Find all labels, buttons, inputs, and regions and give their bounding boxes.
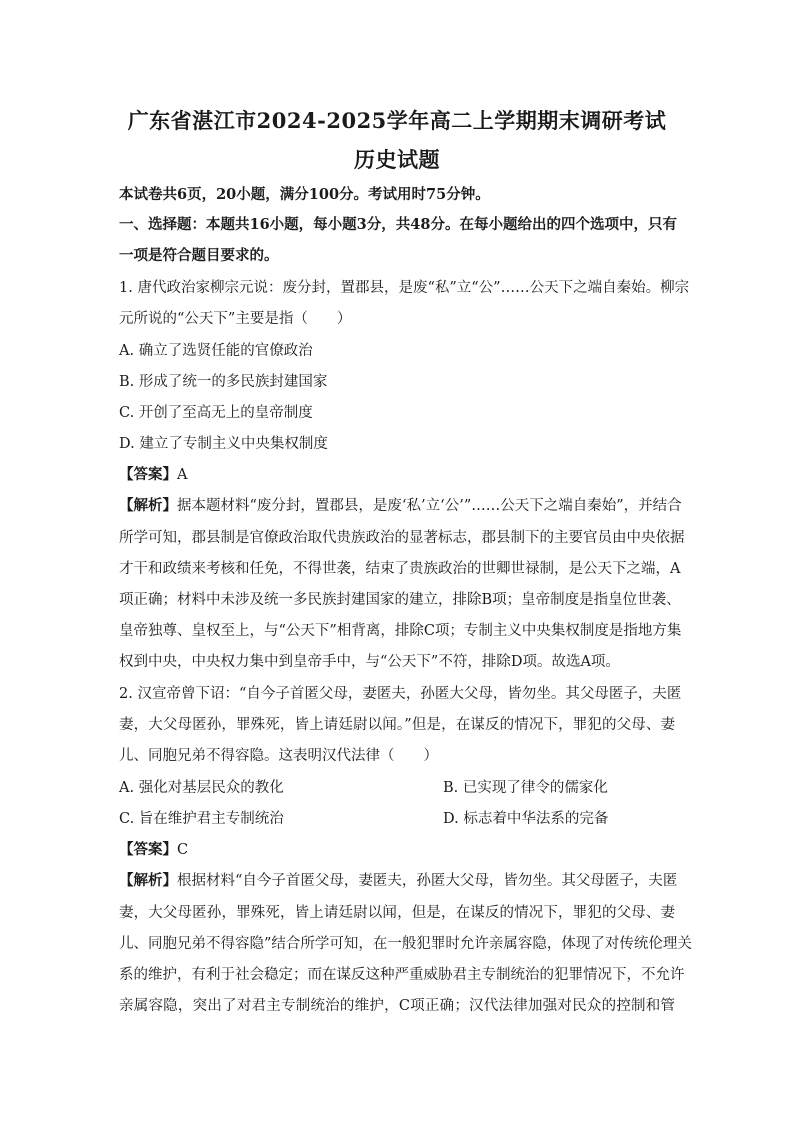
q2-analysis-line3: 儿、同胞兄弟不得容隐”结合所学可知，在一般犯罪时允许亲属容隐，体现了对传统伦理关 — [119, 936, 692, 952]
answer-label: 【答案】 — [119, 466, 177, 483]
q2-analysis-line1 — [119, 871, 678, 891]
q1-analysis-line1 — [119, 496, 682, 516]
q1-option-a: A. 确立了选贤任能的官僚政治 — [119, 343, 313, 359]
q2-stem-line1: 2. 汉宣帝曾下诏：“自今子首匿父母，妻匿夫，孙匿大父母，皆勿坐。其父母匿子，夫匿 — [119, 686, 682, 702]
answer-value: C — [177, 842, 189, 858]
q1-analysis-line5: 皇帝独尊、皇权至上，与“公天下”相背离，排除C项；专制主义中央集权制度是指地方集 — [119, 623, 682, 639]
q1-stem-line1: 1. 唐代政治家柳宗元说：废分封，置郡县，是废“私”立“公”……公天下之端自秦始。柳宗 — [119, 280, 690, 296]
q2-answer — [119, 840, 188, 860]
q1-option-c: C. 开创了至高无上的皇帝制度 — [119, 405, 313, 421]
q1-analysis-line6: 权到中央，中央权力集中到皇帝手中，与“公天下”不符，排除D项。故选A项。 — [119, 654, 620, 670]
analysis-text: 据本题材料“废分封，置郡县，是废‘私’立‘公’”……公天下之端自秦始”，并结合 — [177, 498, 682, 514]
q2-analysis-line4: 系的维护，有利于社会稳定；而在谋反这种严重威胁君主专制统治的犯罪情况下，不允许 — [119, 967, 685, 983]
q2-option-d: D. 标志着中华法系的完备 — [443, 811, 609, 827]
q2-analysis-line2: 妻，大父母匿孙，罪殊死，皆上请廷尉以闻，但是，在谋反的情况下，罪犯的父母、妻 — [119, 905, 675, 921]
q1-analysis-line2: 所学可知，郡县制是官僚政治取代贵族政治的显著标志，郡县制下的主要官员由中央依据 — [119, 530, 685, 546]
answer-label: 【答案】 — [119, 841, 177, 858]
q1-option-b: B. 形成了统一的多民族封建国家 — [119, 374, 328, 390]
q1-option-d: D. 建立了专制主义中央集权制度 — [119, 436, 328, 452]
q1-analysis-line3: 才干和政绩来考核和任免，不得世袭，结束了贵族政治的世卿世禄制，是公天下之端，A — [119, 561, 681, 577]
analysis-label: 【解析】 — [119, 497, 177, 514]
exam-intro: 本试卷共6页，20小题，满分100分。考试用时75分钟。 — [119, 186, 490, 203]
analysis-label: 【解析】 — [119, 872, 177, 889]
answer-value: A — [177, 467, 188, 483]
q1-analysis-line4: 项正确；材料中未涉及统一多民族封建国家的建立，排除B项；皇帝制度是指皇位世袭、 — [119, 592, 681, 608]
section-heading-line1: 一、选择题：本题共16小题，每小题3分，共48分。在每小题给出的四个选项中，只有 — [119, 216, 677, 233]
q2-stem-line2: 妻，大父母匿孙，罪殊死，皆上请廷尉以闻。”但是，在谋反的情况下，罪犯的父母、妻 — [119, 717, 675, 733]
analysis-text: 根据材料“自今子首匿父母，妻匿夫，孙匿大父母，皆勿坐。其父母匿子，夫匿 — [177, 873, 678, 889]
q2-analysis-line5: 亲属容隐，突出了对君主专制统治的维护，C项正确；汉代法律加强对民众的控制和管 — [119, 998, 675, 1014]
exam-title: 广东省湛江市2024-2025学年高二上学期期末调研考试 — [127, 108, 667, 133]
section-heading-line2: 一项是符合题目要求的。 — [119, 247, 279, 264]
exam-subtitle: 历史试题 — [354, 147, 440, 172]
q1-answer — [119, 465, 187, 485]
q2-option-b: B. 已实现了律令的儒家化 — [443, 780, 608, 796]
q2-stem-line3: 儿、同胞兄弟不得容隐。这表明汉代法律（ ） — [119, 748, 438, 764]
q1-stem-line2: 元所说的“公天下”主要是指（ ） — [119, 311, 352, 327]
q2-option-a: A. 强化对基层民众的教化 — [119, 780, 284, 796]
q2-option-c: C. 旨在维护君主专制统治 — [119, 811, 284, 827]
